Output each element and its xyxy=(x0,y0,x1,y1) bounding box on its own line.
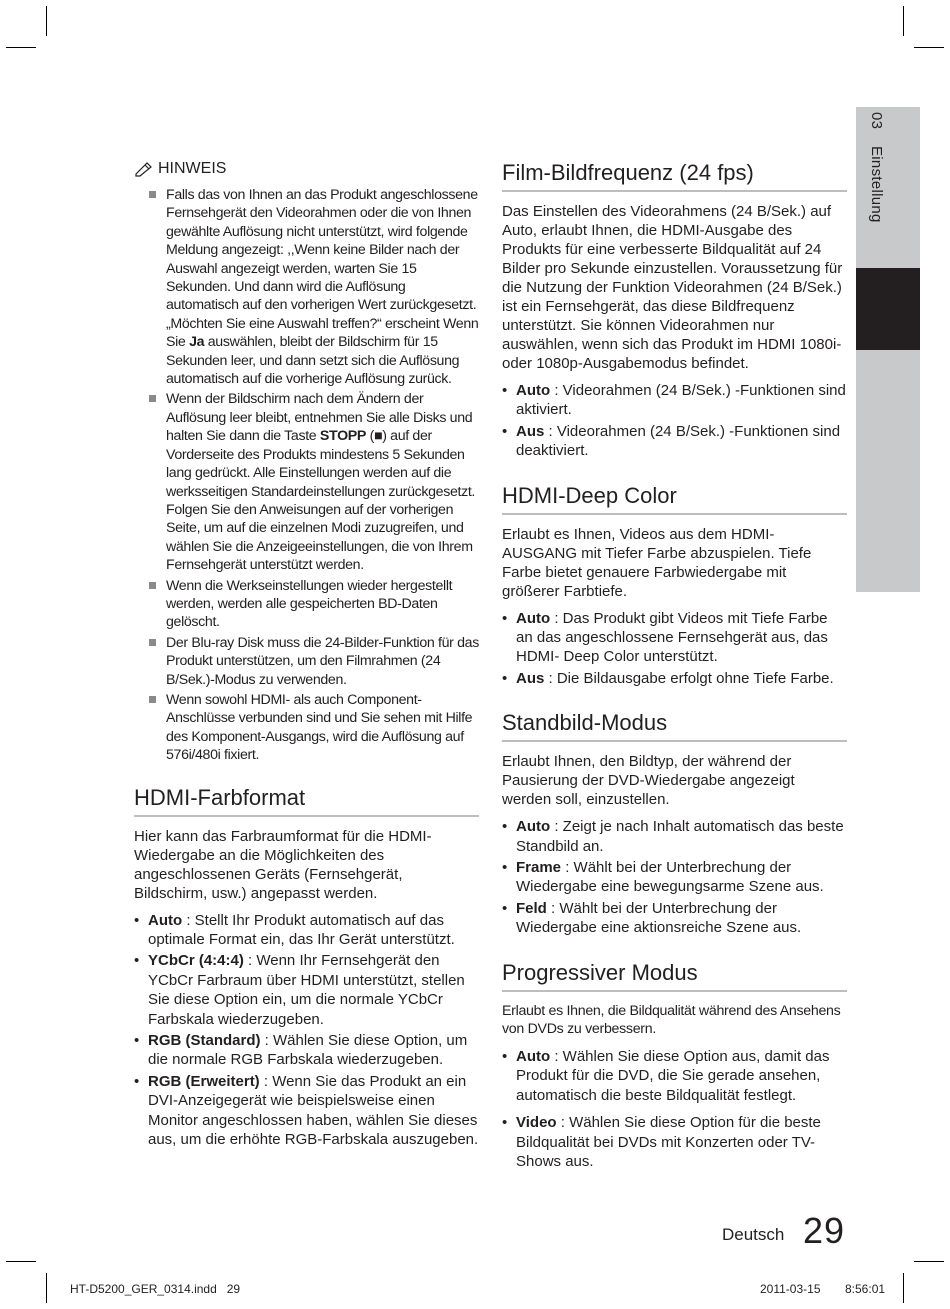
option-list xyxy=(502,381,847,461)
option-desc: : Wählen Sie diese Option, um die normale RGB Farbskala wiederzugeben. xyxy=(148,1032,468,1069)
option-term: Auto xyxy=(516,1047,551,1065)
option-item xyxy=(516,609,847,667)
option-desc: : Videorahmen (24 B/Sek.) -Funktionen sind aktiviert. xyxy=(516,382,846,419)
option-item xyxy=(516,422,847,461)
option-term: YCbCr (4:4:4) xyxy=(148,952,244,970)
option-term: Video xyxy=(516,1114,557,1132)
note-item xyxy=(166,390,479,574)
note-text: Wenn der Bildschirm nach dem Ändern der Auflösung leer bleibt, entnehmen Sie alle Disks und halten Sie dann die Taste xyxy=(166,391,473,445)
crop-mark xyxy=(46,6,47,36)
section-title-hdmi-farbformat: HDMI-Farbformat xyxy=(134,785,479,817)
slug-date: 2011-03-15 xyxy=(760,1282,821,1296)
option-desc: : Wählt bei der Unterbrechung der Wiedergabe eine aktionsreiche Szene aus. xyxy=(516,899,802,937)
option-desc: : Zeigt je nach Inhalt automatisch das beste Standbild an. xyxy=(516,818,844,855)
footer-language: Deutsch xyxy=(722,1225,785,1244)
note-item xyxy=(166,577,479,632)
note-bold: STOPP xyxy=(319,428,367,445)
note-text: Wenn sowohl HDMI- als auch Component-Anschlüsse verbunden sind und Sie sehen mit Hilfe des Komponent-Ausgangs, wird die Auflösung auf 576i/480i fixiert. xyxy=(166,691,473,764)
option-term: Auto xyxy=(516,818,551,836)
note-item xyxy=(166,634,479,689)
option-item xyxy=(148,1031,479,1070)
section-title-progressiv: Progressiver Modus xyxy=(502,960,847,992)
option-item xyxy=(516,381,847,420)
section-intro: Hier kann das Farbraumformat für die HDMI-Wiedergabe an die Möglichkeiten des angeschlossenen Geräts (Fernsehgerät, Bildschirm, usw.) angepasst werden. xyxy=(134,827,432,902)
right-column xyxy=(502,160,847,1173)
note-item xyxy=(166,691,479,765)
section-intro: Erlaubt es Ihnen, die Bildqualität während des Ansehens von DVDs zu verbessern. xyxy=(502,1002,841,1038)
option-item xyxy=(148,1072,479,1150)
crop-mark xyxy=(903,6,904,36)
note-text: (■) auf der Vorderseite des Produkts mindestens 5 Sekunden lang gedrückt. Alle Einstellungen werden auf die werksseitigen Standardeinstellungen zurückgesetzt. Folgen Sie den Anweisungen auf der vorherigen Seite, um auf die einzelnen Modi zuzugreifen, und wählen Sie die Anzeigeeinstellungen, die von Ihrem Fernsehgerät unterstützt werden. xyxy=(166,428,475,574)
section-title-standbild: Standbild-Modus xyxy=(502,710,847,742)
option-item xyxy=(516,858,847,897)
crop-mark xyxy=(914,1261,944,1262)
note-item xyxy=(166,186,479,388)
crop-mark xyxy=(914,47,944,48)
option-term: Feld xyxy=(516,899,547,917)
crop-mark xyxy=(6,47,36,48)
option-term: Frame xyxy=(516,859,562,877)
option-desc: : Das Produkt gibt Videos mit Tiefe Farbe an das angeschlossene Fernsehgerät aus, das HDMI- Deep Color unterstützt. xyxy=(516,609,828,666)
option-item xyxy=(148,911,479,950)
option-list xyxy=(502,1047,847,1171)
section-title-film-bildfrequenz: Film-Bildfrequenz (24 fps) xyxy=(502,160,847,192)
option-list xyxy=(134,911,479,1150)
note-text: Falls das von Ihnen an das Produkt angeschlossene Fernsehgerät den Videorahmen oder die von Ihnen gewählte Auflösung nicht unterstützt, wird folgende Meldung angezeigt: ,,Wenn keine Bilder nach der Auswahl angezeigt werden, warten Sie 15 Sekunden. Und dann wird die Auflösung automatisch auf den vorherigen Wert zurückgesetzt. „Möchten Sie eine Auswahl treffen?“ erscheint Wenn Sie xyxy=(166,187,479,351)
crop-mark xyxy=(6,1261,36,1262)
option-item xyxy=(516,1113,847,1171)
option-item xyxy=(516,899,847,938)
section-title-hdmi-deep-color: HDMI-Deep Color xyxy=(502,483,847,515)
option-desc: : Stellt Ihr Produkt automatisch auf das optimale Format ein, das Ihr Gerät unterstützt. xyxy=(148,911,455,948)
crop-mark xyxy=(903,1273,904,1303)
chapter-number: 03 xyxy=(868,112,885,130)
option-desc: : Wählen Sie diese Option für die beste Bildqualität bei DVDs mit Konzerten oder TV-Shows aus. xyxy=(516,1114,821,1170)
section-intro: Erlaubt es Ihnen, Videos aus dem HDMI-AUSGANG mit Tiefer Farbe abzuspielen. Tiefe Farbe bietet genauere Farbwiedergabe mit größerer Farbtiefe. xyxy=(502,525,812,600)
note-text: Der Blu-ray Disk muss die 24-Bilder-Funktion für das Produkt unterstützen, um den Filmrahmen (24 B/Sek.)-Modus zu verwenden. xyxy=(166,634,479,688)
option-term: Auto xyxy=(148,911,183,929)
chapter-title: Einstellung xyxy=(868,145,885,223)
crop-mark xyxy=(46,1273,47,1303)
option-desc: : Videorahmen (24 B/Sek.) -Funktionen sind deaktiviert. xyxy=(516,422,841,460)
note-header xyxy=(134,160,479,178)
option-desc: : Wenn Sie das Produkt an ein DVI-Anzeigegerät wie beispielsweise einen Monitor angeschlossen haben, wählen Sie dieses aus, um die erhöhte RGB-Farbskala auszugeben. xyxy=(148,1072,479,1149)
pencil-icon xyxy=(134,161,154,177)
option-desc: : Wählt bei der Unterbrechung der Wiedergabe eine bewegungsarme Szene aus. xyxy=(516,859,824,896)
option-list xyxy=(502,609,847,689)
option-term: Auto xyxy=(516,609,551,627)
option-desc: : Die Bildausgabe erfolgt ohne Tiefe Farbe. xyxy=(544,669,834,687)
note-title: HINWEIS xyxy=(158,160,227,177)
option-item xyxy=(516,669,847,688)
option-desc: : Wenn Ihr Fernsehgerät den YCbCr Farbraum über HDMI unterstützt, stellen Sie diese Option ein, um die normale YCbCr Farbskala wiederzugeben. xyxy=(148,952,465,1028)
option-term: RGB (Erweitert) xyxy=(148,1072,260,1090)
chapter-tab-label xyxy=(855,112,885,312)
slug-file: HT-D5200_GER_0314.indd 29 xyxy=(70,1282,241,1296)
slug-time: 8:56:01 xyxy=(845,1282,886,1296)
option-term: Auto xyxy=(516,382,551,399)
option-item xyxy=(516,817,847,856)
note-list xyxy=(134,186,479,765)
option-term: RGB (Standard) xyxy=(148,1032,261,1050)
note-text: auswählen, bleibt der Bildschirm für 15 Sekunden leer, und dann setzt sich die Auflösung automatisch auf die vorherige Auflösung zurück. xyxy=(166,334,460,388)
left-column xyxy=(134,160,479,1151)
option-term: Aus xyxy=(516,422,545,440)
option-item xyxy=(516,1047,847,1105)
section-intro: Erlaubt Ihnen, den Bildtyp, der während der Pausierung der DVD-Wiedergabe angezeigt werden soll, einzustellen. xyxy=(502,753,795,809)
option-list xyxy=(502,817,847,937)
note-text: Wenn die Werkseinstellungen wieder hergestellt werden, werden alle gespeicherten BD-Daten gelöscht. xyxy=(166,577,453,631)
section-intro: Das Einstellen des Videorahmens (24 B/Sek.) auf Auto, erlaubt Ihnen, die HDMI-Ausgabe des Produkts für eine verbesserte Bildqualität auf 24 Bilder pro Sekunde einzustellen. Voraussetzung für die Nutzung der Funktion Videorahmen (24 B/Sek.) ist ein Fernsehgerät, das diese Bildfrequenz unterstützt. Sie können Videorahmen nur auswählen, wenn sich das Produkt im HDMI 1080i- oder 1080p-Ausgabemodus befindet. xyxy=(502,203,843,372)
option-item xyxy=(148,951,479,1029)
page-number: 29 xyxy=(803,1210,846,1251)
option-desc: : Wählen Sie diese Option aus, damit das Produkt für die DVD, die Sie gerade ansehen, automatisch die beste Bildqualität festlegt. xyxy=(516,1047,830,1104)
option-term: Aus xyxy=(516,669,545,687)
note-bold: Ja xyxy=(189,334,205,351)
